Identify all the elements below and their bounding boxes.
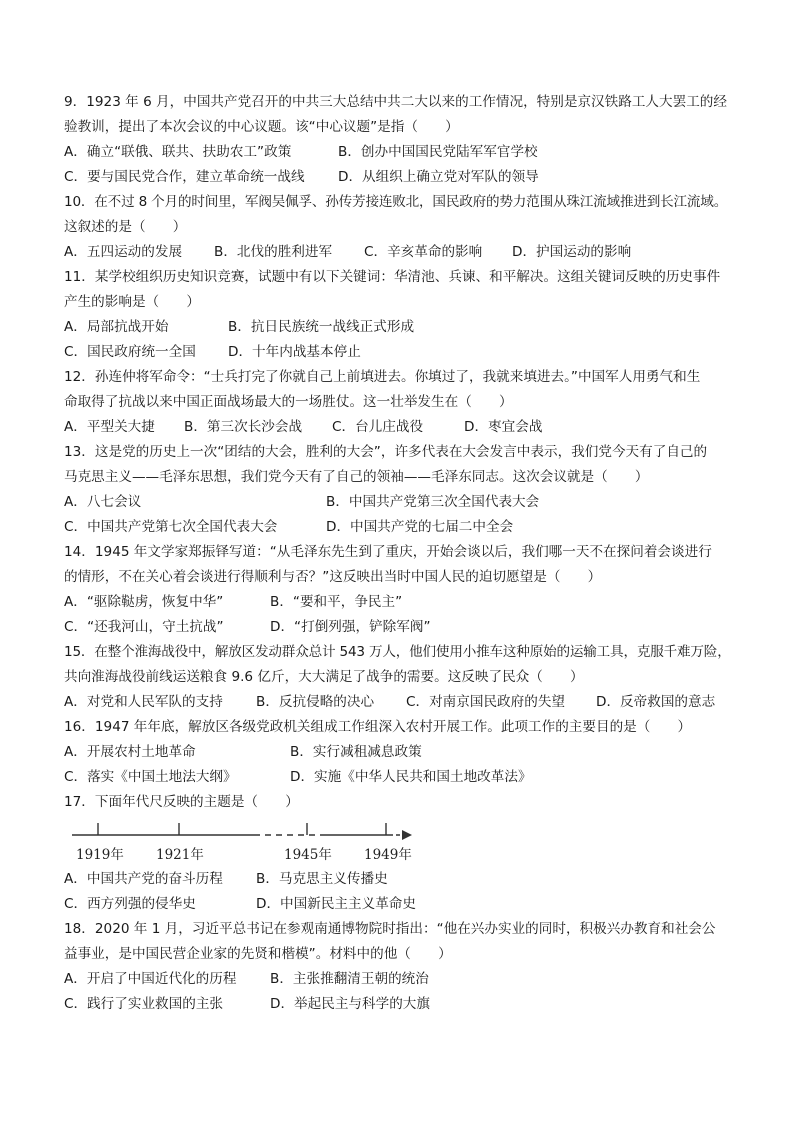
option-a[interactable]: A．八七会议	[64, 494, 142, 510]
question-text: 15．在整个淮海战役中，解放区发动群众总计 543 万人，他们使用小推车这种原始的运输工具，克服千难万险，	[64, 644, 731, 660]
option-b[interactable]: B．实行减租减息政策	[290, 744, 422, 760]
question-17	[64, 790, 740, 917]
question-text: 16．1947 年年底，解放区各级党政机关组成工作组深入农村开展工作。此项工作的主要目的是（ ）	[64, 719, 692, 735]
option-b[interactable]: B．创办中国国民党陆军军官学校	[338, 144, 538, 160]
question-9	[64, 90, 740, 190]
question-11	[64, 265, 740, 365]
question-list	[64, 90, 740, 1017]
timeline-label-1919: 1919年	[76, 847, 124, 863]
option-c[interactable]: C．西方列强的侵华史	[64, 896, 196, 912]
option-b[interactable]: B．马克思主义传播史	[256, 871, 388, 887]
question-text: 产生的影响是（ ）	[64, 294, 200, 310]
option-a[interactable]: A．中国共产党的奋斗历程	[64, 871, 223, 887]
option-d[interactable]: D．“打倒列强，铲除军阀”	[270, 619, 431, 635]
question-12	[64, 365, 740, 440]
option-a[interactable]: A．局部抗战开始	[64, 319, 169, 335]
option-c[interactable]: C．落实《中国土地法大纲》	[64, 769, 237, 785]
question-13	[64, 440, 740, 540]
question-text: 18．2020 年 1 月，习近平总书记在参观南通博物院时指出：“他在兴办实业的同时，积极兴办教育和社会公	[64, 921, 716, 937]
question-text: 12．孙连仲将军命令：“士兵打完了你就自己上前填进去。你填过了，我就来填进去。”中国军人用勇气和生	[64, 369, 701, 385]
option-b[interactable]: B．抗日民族统一战线正式形成	[228, 319, 415, 335]
option-d[interactable]: D．枣宜会战	[464, 419, 543, 435]
option-b[interactable]: B．“要和平，争民主”	[270, 594, 403, 610]
option-a[interactable]: A．“驱除鞑虏，恢复中华”	[64, 594, 224, 610]
option-b[interactable]: B．中国共产党第三次全国代表大会	[326, 494, 540, 510]
option-d[interactable]: D．从组织上确立党对军队的领导	[338, 169, 539, 185]
option-c[interactable]: C．台儿庄战役	[332, 419, 424, 435]
option-b[interactable]: B．北伐的胜利进军	[214, 244, 333, 260]
option-a[interactable]: A．五四运动的发展	[64, 244, 183, 260]
option-c[interactable]: C．“还我河山，守土抗战”	[64, 619, 224, 635]
timeline-label-1921: 1921年	[156, 847, 204, 863]
option-a[interactable]: A．开展农村土地革命	[64, 744, 196, 760]
option-c[interactable]: C．国民政府统一全国	[64, 344, 196, 360]
question-text: 验教训，提出了本次会议的中心议题。该“中心议题”是指（ ）	[64, 119, 459, 135]
question-text: 益事业，是中国民营企业家的先贤和楷模”。材料中的他（ ）	[64, 946, 452, 962]
question-18	[64, 917, 740, 1017]
option-d[interactable]: D．护国运动的影响	[512, 244, 632, 260]
question-text: 共向淮海战役前线运送粮食 9.6 亿斤，大大满足了战争的需要。这反映了民众（ ）	[64, 669, 584, 685]
question-text: 14．1945 年文学家郑振铎写道：“从毛泽东先生到了重庆，开始会谈以后，我们哪一天不在探问着会谈进行	[64, 544, 712, 560]
option-b[interactable]: B．反抗侵略的决心	[256, 694, 375, 710]
question-text: 马克思主义——毛泽东思想，我们党今天有了自己的领袖——毛泽东同志。这次会议就是（ ）	[64, 469, 649, 485]
option-d[interactable]: D．十年内战基本停止	[228, 344, 361, 360]
option-d[interactable]: D．举起民主与科学的大旗	[270, 996, 430, 1012]
option-c[interactable]: C．要与国民党合作，建立革命统一战线	[64, 169, 305, 185]
option-a[interactable]: A．对党和人民军队的支持	[64, 694, 223, 710]
option-d[interactable]: D．中国共产党的七届二中全会	[326, 519, 514, 535]
question-14	[64, 540, 740, 640]
option-c[interactable]: C．对南京国民政府的失望	[406, 694, 566, 710]
question-text: 这叙述的是（ ）	[64, 219, 187, 235]
question-16	[64, 715, 740, 790]
option-d[interactable]: D．反帝救国的意志	[596, 694, 716, 710]
option-a[interactable]: A．平型关大捷	[64, 419, 155, 435]
option-d[interactable]: D．中国新民主主义革命史	[256, 896, 416, 912]
option-b[interactable]: B．主张推翻清王朝的统治	[270, 971, 429, 987]
option-c[interactable]: C．中国共产党第七次全国代表大会	[64, 519, 278, 535]
timeline-label-1949: 1949年	[364, 847, 412, 863]
question-text: 17．下面年代尺反映的主题是（ ）	[64, 794, 299, 810]
option-a[interactable]: A．确立“联俄、联共、扶助农工”政策	[64, 144, 292, 160]
timeline-ruler	[64, 815, 740, 865]
question-text: 的情形，不在关心着会谈进行得顺利与否？”这反映出当时中国人民的迫切愿望是（ ）	[64, 569, 602, 585]
option-c[interactable]: C．辛亥革命的影响	[364, 244, 483, 260]
question-text: 11．某学校组织历史知识竞赛，试题中有以下关键词：华清池、兵谏、和平解决。这组关键词反映的历史事件	[64, 269, 721, 285]
option-d[interactable]: D．实施《中华人民共和国土地改革法》	[290, 769, 532, 785]
timeline-label-1945: 1945年	[284, 847, 332, 863]
question-text: 13．这是党的历史上一次“团结的大会，胜利的大会”，许多代表在大会发言中表示，我们党今天有了自己的	[64, 444, 708, 460]
question-text: 9．1923 年 6 月，中国共产党召开的中共三大总结中共二大以来的工作情况，特别是京汉铁路工人大罢工的经	[64, 94, 727, 110]
option-a[interactable]: A．开启了中国近代化的历程	[64, 971, 237, 987]
question-10	[64, 190, 740, 265]
option-b[interactable]: B．第三次长沙会战	[184, 419, 303, 435]
question-15	[64, 640, 740, 715]
question-text: 10．在不过 8 个月的时间里，军阀吴佩孚、孙传芳接连败北，国民政府的势力范围从珠江流域推进到长江流域。	[64, 194, 728, 210]
question-text: 命取得了抗战以来中国正面战场最大的一场胜仗。这一壮举发生在（ ）	[64, 394, 513, 410]
option-c[interactable]: C．践行了实业救国的主张	[64, 996, 224, 1012]
